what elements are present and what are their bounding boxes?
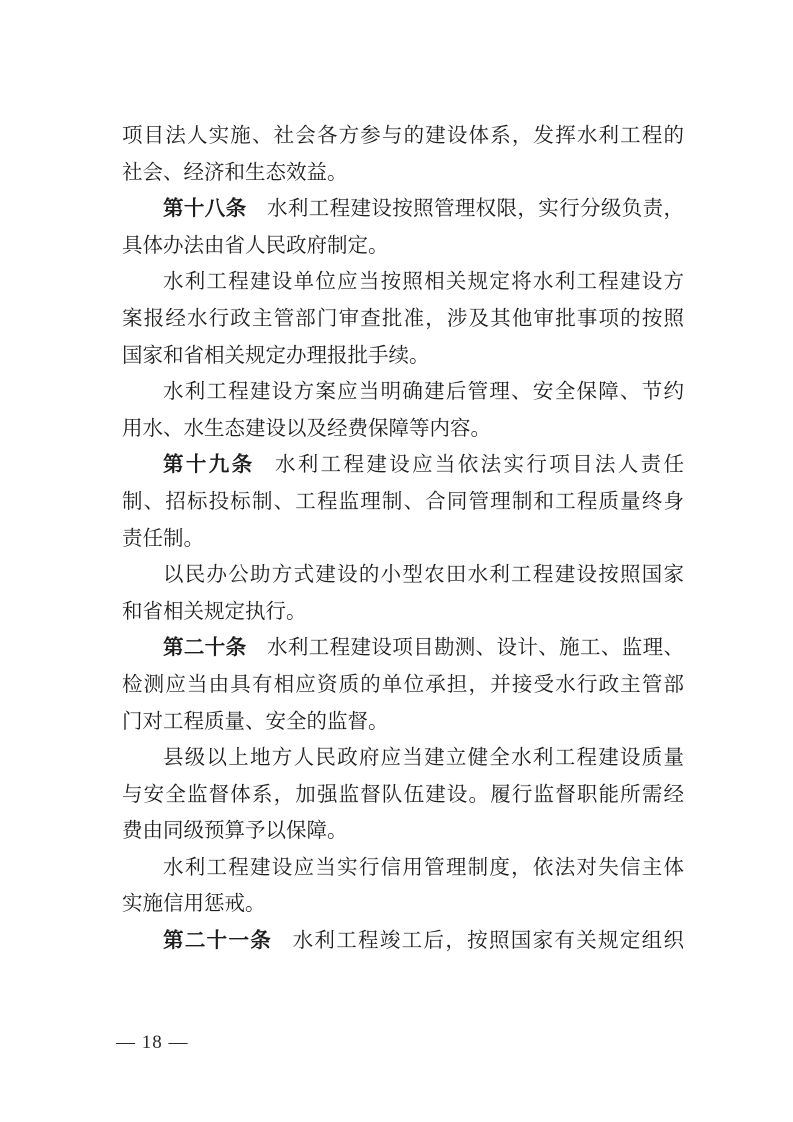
- text-line-article-21: [122, 923, 684, 960]
- text-line: [122, 301, 684, 338]
- page-number: — 18 —: [116, 1032, 189, 1053]
- line-text: 案报经水行政主管部门审查批准，涉及其他审批事项的按照: [122, 307, 684, 330]
- article-number-label: 第十八条: [163, 198, 247, 221]
- line-text: 国家和省相关规定办理报批手续。: [122, 344, 430, 367]
- text-line: [122, 118, 684, 155]
- line-text: 项目法人实施、社会各方参与的建设体系，发挥水利工程的: [122, 125, 684, 147]
- text-line: [122, 521, 684, 558]
- text-line: [122, 155, 684, 192]
- text-line: [122, 411, 684, 448]
- line-text: 水利工程建设应当依法实行项目法人责任: [274, 454, 685, 477]
- line-text: 制、招标投标制、工程监理制、合同管理制和工程质量终身: [122, 490, 684, 513]
- text-line: [122, 813, 684, 850]
- text-line: [122, 740, 684, 777]
- document-text-block: [122, 118, 684, 960]
- line-text: 用水、水生态建设以及经费保障等内容。: [122, 417, 491, 440]
- line-text: 县级以上地方人民政府应当建立健全水利工程建设质量: [163, 747, 684, 770]
- line-text: 水利工程建设按照管理权限，实行分级负责，: [266, 198, 685, 221]
- line-text: 和省相关规定执行。: [122, 600, 307, 623]
- text-line: [122, 484, 684, 521]
- line-text: 水利工程竣工后，按照国家有关规定组织: [292, 930, 685, 953]
- line-text: 水利工程建设项目勘测、设计、施工、监理、: [266, 637, 685, 660]
- line-text: 费由同级预算予以保障。: [122, 820, 348, 843]
- text-line: [122, 704, 684, 741]
- text-line: [122, 667, 684, 704]
- text-line: [122, 886, 684, 923]
- line-text: 具体办法由省人民政府制定。: [122, 234, 389, 257]
- line-text: 社会、经济和生态效益。: [122, 161, 348, 184]
- text-line: [122, 228, 684, 265]
- text-line: [122, 594, 684, 631]
- article-number-label: 第二十条: [163, 637, 247, 660]
- line-text: 水利工程建设单位应当按照相关规定将水利工程建设方: [163, 271, 684, 294]
- text-line: [122, 264, 684, 301]
- line-text: 实施信用惩戒。: [122, 893, 266, 916]
- text-line: [122, 557, 684, 594]
- line-text: 门对工程质量、安全的监督。: [122, 710, 389, 733]
- line-text: 以民办公助方式建设的小型农田水利工程建设按照国家: [163, 564, 684, 587]
- line-text: 水利工程建设应当实行信用管理制度，依法对失信主体: [163, 856, 684, 879]
- text-line-article-20: [122, 630, 684, 667]
- article-number-label: 第二十一条: [163, 930, 273, 953]
- article-number-label: 第十九条: [163, 454, 255, 477]
- text-line: [122, 777, 684, 814]
- text-line: [122, 374, 684, 411]
- text-line-article-19: [122, 447, 684, 484]
- line-text: 检测应当由具有相应资质的单位承担，并接受水行政主管部: [122, 673, 684, 696]
- text-line: [122, 338, 684, 375]
- line-text: 与安全监督体系，加强监督队伍建设。履行监督职能所需经: [122, 783, 684, 806]
- line-text: 水利工程建设方案应当明确建后管理、安全保障、节约: [163, 381, 684, 404]
- text-line: [122, 850, 684, 887]
- text-line-article-18: [122, 191, 684, 228]
- line-text: 责任制。: [122, 527, 204, 550]
